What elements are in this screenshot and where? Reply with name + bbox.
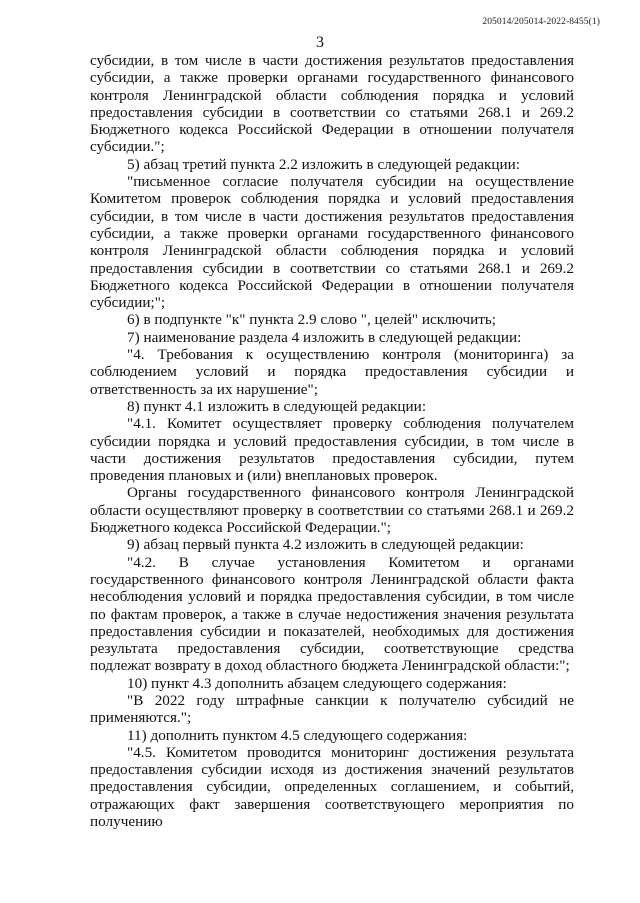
paragraph: 7) наименование раздела 4 изложить в следующей редакции: — [127, 328, 522, 346]
paragraph: Органы государственного финансового контроля Ленинградской области осуществляют проверку в соответствии со статьями 268.1 и 269.2 Бюджетного кодекса Российской Федерации."; — [90, 484, 574, 537]
document-id: 205014/205014-2022-8455(1) — [482, 17, 600, 27]
paragraph: "4. Требования к осуществлению контроля (мониторинга) за соблюдением условий и порядка предоставления субсидии и ответственность за их нарушение"; — [90, 346, 574, 398]
paragraph: субсидии, в том числе в части достижения результатов предоставления субсидии, а также проверки органами государственного финансового контроля Ленинградской области соблюдения порядка и условий предоставления субсидии в соответствии со статьями 268.1 и 269.2 Бюджетного кодекса Российской Федерации в отношении получателя субсидии."; — [90, 52, 574, 156]
paragraph: 8) пункт 4.1 изложить в следующей редакции: — [127, 397, 427, 415]
paragraph: 5) абзац третий пункта 2.2 изложить в следующей редакции: — [127, 155, 520, 173]
paragraph: "4.1. Комитет осуществляет проверку соблюдения получателем субсидии порядка и условий предоставления субсидии, в том числе в части достижения результатов предоставления субсидии, путем проведения плановых и (или) внеплановых проверок. — [90, 415, 574, 485]
paragraph: 10) пункт 4.3 дополнить абзацем следующего содержания: — [127, 674, 507, 692]
page-number: 3 — [316, 34, 324, 51]
paragraph: 11) дополнить пунктом 4.5 следующего содержания: — [127, 726, 468, 744]
document-body — [90, 52, 574, 830]
paragraph: 9) абзац первый пункта 4.2 изложить в следующей редакции: — [127, 536, 524, 554]
paragraph: "4.5. Комитетом проводится мониторинг достижения результата предоставления субсидии исходя из достижения значений результатов предоставления субсидии, определенных соглашением, и событий, отражающих факт завершения соответствующего мероприятия по получению — [90, 743, 574, 831]
paragraph: "письменное согласие получателя субсидии на осуществление Комитетом проверок соблюдения порядка и условий предоставления субсидии, в том числе в части достижения результатов предоставления субсидии, а также проверки органами государственного финансового контроля Ленинградской области соблюдения порядка и условий предоставления субсидии в соответствии со статьями 268.1 и 269.2 Бюджетного кодекса Российской Федерации в отношении получателя субсидии;"; — [90, 173, 574, 312]
paragraph: 6) в подпункте "к" пункта 2.9 слово ", целей" исключить; — [127, 311, 496, 329]
paragraph: "4.2. В случае установления Комитетом и органами государственного финансового контроля Ленинградской области факта несоблюдения условий и порядка предоставления субсидии, в том числе по фактам проверок, а также в случае недостижения значения результата предоставления субсидии и показателей, необходимых для достижения результата предоставления субсидии, соответствующие средства подлежат возврату в доход областного бюджета Ленинградской области:"; — [90, 553, 574, 675]
paragraph: "В 2022 году штрафные санкции к получателю субсидий не применяются."; — [90, 691, 574, 727]
